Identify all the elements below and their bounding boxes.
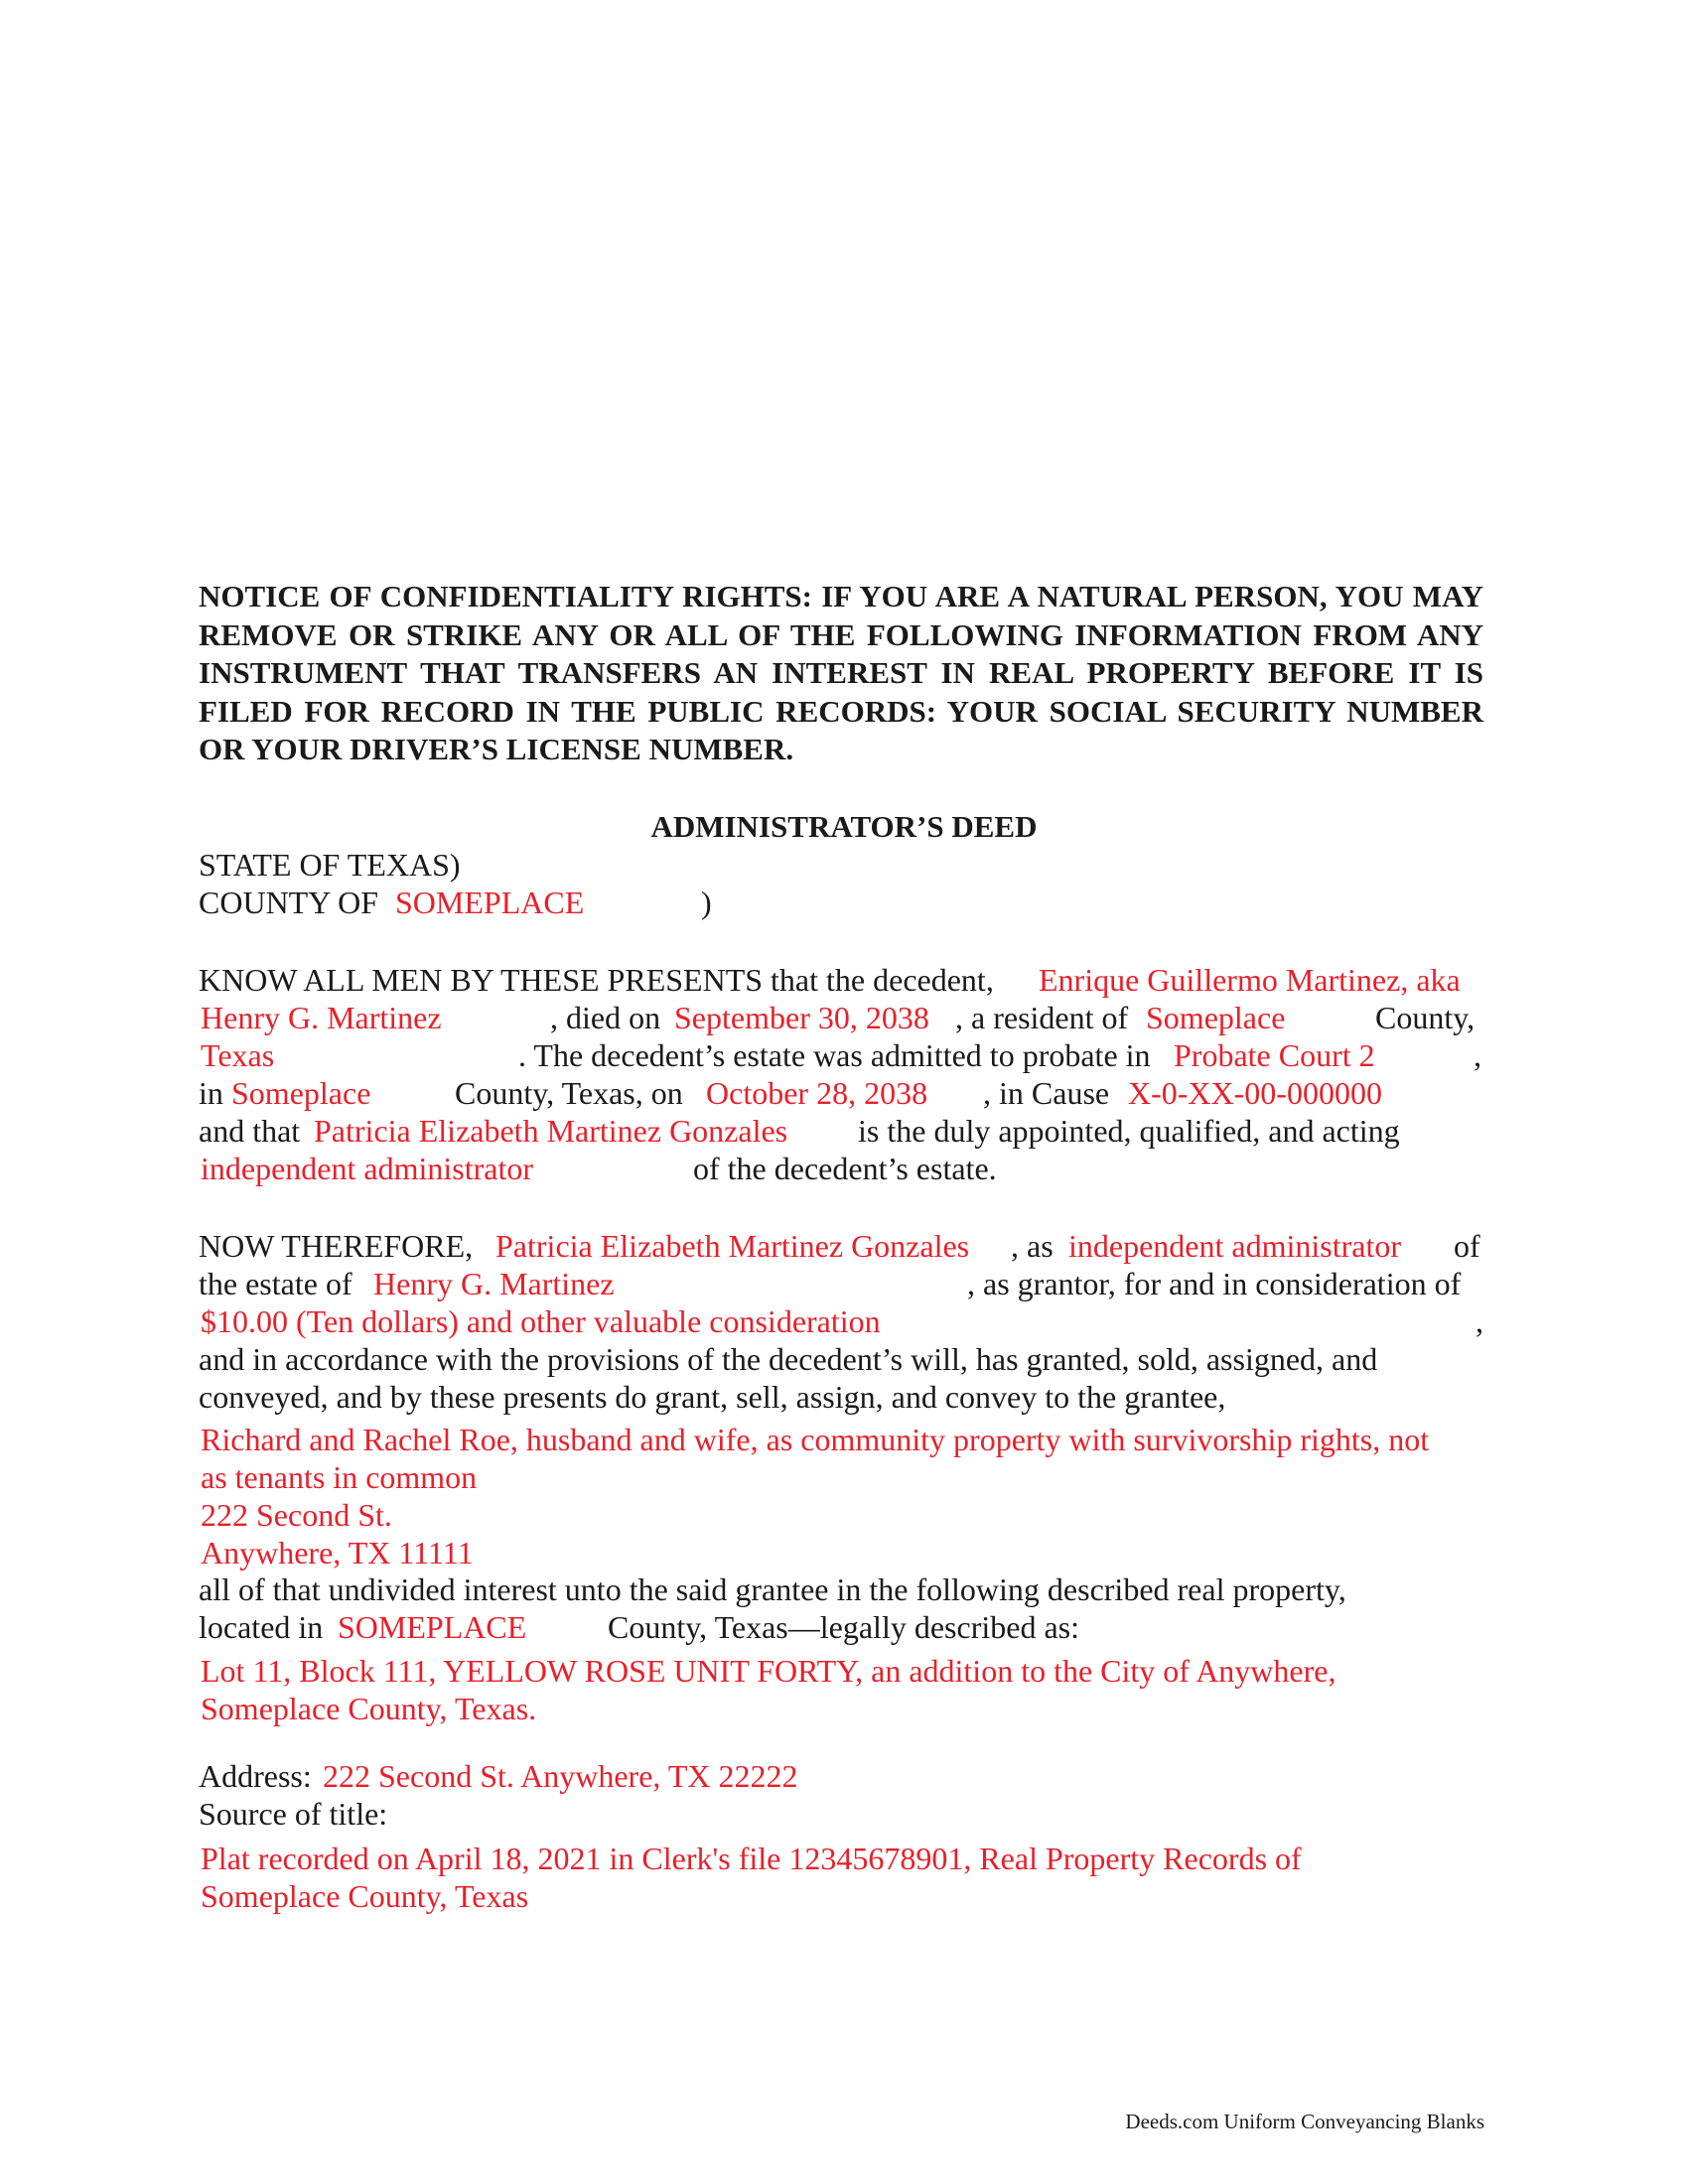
p2-line-10: all of that undivided interest unto the said grantee in the following described real property, xyxy=(199,1571,1346,1607)
p1-text-6: , xyxy=(1474,1037,1481,1073)
property-county-field[interactable]: SOMEPLACE xyxy=(338,1609,527,1645)
property-address-field[interactable]: 222 Second St. Anywhere, TX 22222 xyxy=(323,1758,798,1794)
source-of-title-line-2[interactable]: Someplace County, Texas xyxy=(201,1878,529,1914)
grantee-name-field-cont[interactable]: as tenants in common xyxy=(201,1459,478,1495)
consideration-field[interactable]: $10.00 (Ten dollars) and other valuable consideration xyxy=(201,1303,881,1339)
grantor-administrator-field[interactable]: Patricia Elizabeth Martinez Gonzales xyxy=(495,1228,970,1264)
p1-text-1: KNOW ALL MEN BY THESE PRESENTS that the decedent, xyxy=(199,962,994,998)
address-label: Address: xyxy=(199,1758,312,1794)
grantee-address-line-1[interactable]: 222 Second St. xyxy=(201,1497,392,1533)
p2-line-5: conveyed, and by these presents do grant, sell, assign, and convey to the grantee, xyxy=(199,1379,1226,1415)
estate-name-field[interactable]: Henry G. Martinez xyxy=(373,1266,615,1301)
footer-credit: Deeds.com Uniform Conveyancing Blanks xyxy=(1125,2110,1484,2133)
decedent-aka-field[interactable]: Henry G. Martinez xyxy=(201,1000,442,1035)
death-date-field[interactable]: September 30, 2038 xyxy=(674,1000,929,1035)
p2-text-2: , as xyxy=(1011,1228,1054,1264)
legal-description-line-2[interactable]: Someplace County, Texas. xyxy=(201,1691,537,1726)
legal-description-line-1[interactable]: Lot 11, Block 111, YELLOW ROSE UNIT FORTY, an addition to the City of Anywhere, xyxy=(201,1653,1336,1689)
cause-number-field[interactable]: X-0-XX-00-000000 xyxy=(1128,1075,1382,1111)
venue-county-field[interactable]: SOMEPLACE xyxy=(395,885,585,920)
p1-text-12: of the decedent’s estate. xyxy=(693,1151,997,1186)
grantee-address-line-2[interactable]: Anywhere, TX 11111 xyxy=(201,1535,474,1570)
venue-paren: ) xyxy=(701,885,712,920)
p1-text-7: in xyxy=(199,1075,223,1111)
p2-text-7: located in xyxy=(199,1609,324,1645)
court-county-field[interactable]: Someplace xyxy=(231,1075,371,1111)
p1-text-8: County, Texas, on xyxy=(455,1075,683,1111)
residence-state-field[interactable]: Texas xyxy=(201,1037,275,1073)
p1-text-11: is the duly appointed, qualified, and acting xyxy=(858,1113,1400,1149)
p2-text-6: , xyxy=(1476,1303,1483,1339)
p1-text-3: , a resident of xyxy=(955,1000,1129,1035)
venue-county-label: COUNTY OF xyxy=(199,885,379,920)
confidentiality-notice: NOTICE OF CONFIDENTIALITY RIGHTS: IF YOU ARE A NATURAL PERSON, YOU MAY REMOVE OR STRIKE ANY OR ALL OF THE FOLLOWING INFORMATION FROM ANY INSTRUMENT THAT TRANSFERS AN INTEREST IN REAL PROPERTY BEFORE IT IS FILED FOR RECORD IN THE PUBLIC RECORDS: YOUR SOCIAL SECURITY NUMBER OR YOUR DRIVER’S LICENSE NUMBER. xyxy=(199,579,1483,766)
venue-state: STATE OF TEXAS) xyxy=(199,847,461,883)
document-title: ADMINISTRATOR’S DEED xyxy=(650,809,1038,844)
residence-county-field[interactable]: Someplace xyxy=(1146,1000,1286,1035)
p2-text-5: , as grantor, for and in consideration of xyxy=(967,1266,1462,1301)
p2-line-4: and in accordance with the provisions of the decedent’s will, has granted, sold, assigned, and xyxy=(199,1341,1378,1377)
p1-text-5: . The decedent’s estate was admitted to probate in xyxy=(518,1037,1151,1073)
administrator-type-field[interactable]: independent administrator xyxy=(201,1151,534,1186)
source-of-title-label: Source of title: xyxy=(199,1796,388,1832)
p1-text-9: , in Cause xyxy=(983,1075,1110,1111)
probate-date-field[interactable]: October 28, 2038 xyxy=(706,1075,928,1111)
p1-text-4: County, xyxy=(1375,1000,1476,1035)
administrator-name-field[interactable]: Patricia Elizabeth Martinez Gonzales xyxy=(314,1113,788,1149)
decedent-name-field[interactable]: Enrique Guillermo Martinez, aka xyxy=(1039,962,1461,998)
p2-text-3: of xyxy=(1454,1228,1480,1264)
grantee-name-field[interactable]: Richard and Rachel Roe, husband and wife, as community property with survivorship rights, not xyxy=(201,1422,1430,1457)
source-of-title-line-1[interactable]: Plat recorded on April 18, 2021 in Clerk's file 12345678901, Real Property Records of xyxy=(201,1841,1302,1876)
p2-text-8: County, Texas—legally described as: xyxy=(608,1609,1079,1645)
p1-text-2: , died on xyxy=(550,1000,661,1035)
p1-text-10: and that xyxy=(199,1113,301,1149)
grantor-capacity-field[interactable]: independent administrator xyxy=(1068,1228,1402,1264)
p2-text-1: NOW THEREFORE, xyxy=(199,1228,474,1264)
probate-court-field[interactable]: Probate Court 2 xyxy=(1174,1037,1375,1073)
p2-text-4: the estate of xyxy=(199,1266,352,1301)
